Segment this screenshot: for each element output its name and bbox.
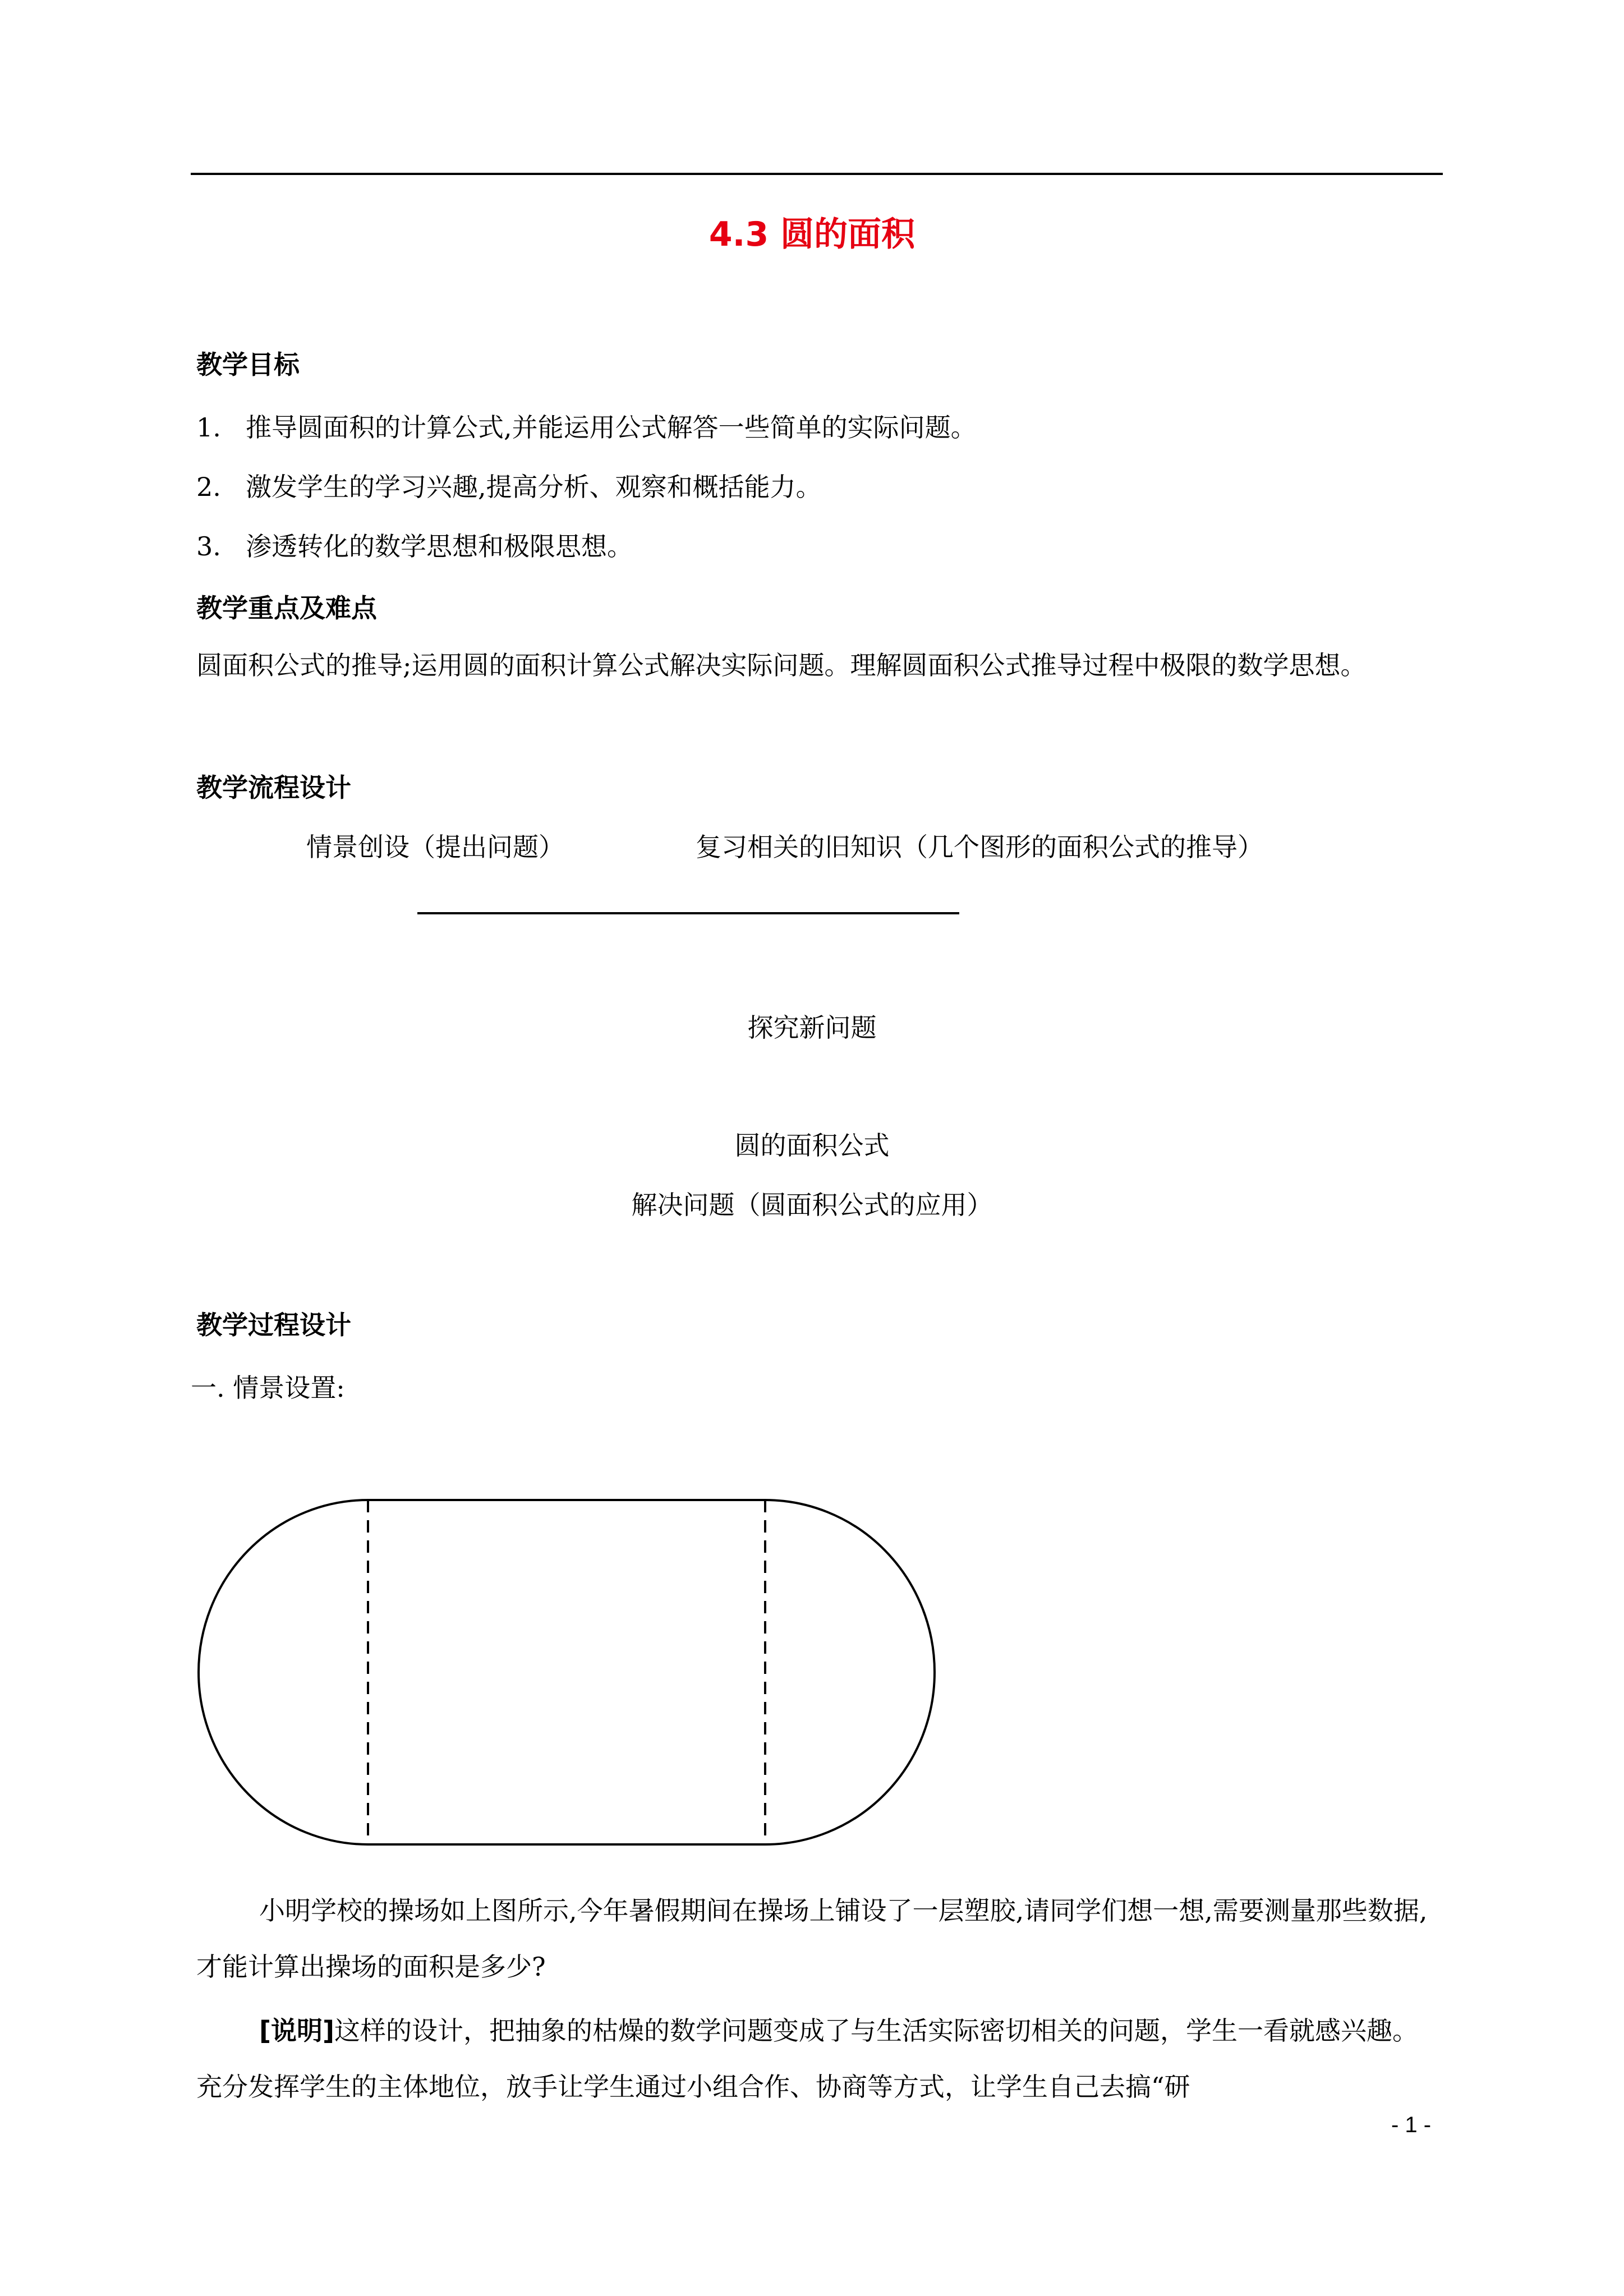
objective-item-2 — [196, 469, 822, 505]
note-text: 这样的设计，把抽象的枯燥的数学问题变成了与生活实际密切相关的问题，学生一看就感兴趣。充分发挥学生的主体地位，放手让学生通过小组合作、协商等方式，让学生自己去搞“研 — [196, 2016, 1419, 2102]
header-rule — [191, 173, 1443, 175]
objective-text: 渗透转化的数学思想和极限思想。 — [246, 531, 633, 562]
objective-text: 推导圆面积的计算公式,并能运用公式解答一些简单的实际问题。 — [246, 412, 977, 443]
objective-text: 激发学生的学习兴趣,提高分析、观察和概括能力。 — [246, 472, 822, 502]
flow-step-review: 复习相关的旧知识（几个图形的面积公式的推导） — [696, 832, 1263, 862]
playground-figure — [191, 1492, 942, 1851]
playground-outline — [199, 1500, 935, 1844]
objective-number: 1. — [196, 412, 221, 443]
explanation-paragraph — [196, 2003, 1442, 2115]
flow-step-formula: 圆的面积公式 — [734, 1130, 890, 1161]
flow-step-scenario: 情景创设（提出问题） — [306, 832, 564, 862]
objective-number: 2. — [196, 472, 221, 502]
note-label: [说明] — [259, 2016, 335, 2046]
objective-item-1 — [196, 409, 977, 445]
page-title: 4.3 圆的面积 — [709, 215, 915, 254]
problem-text: 小明学校的操场如上图所示,今年暑假期间在操场上铺设了一层塑胶,请同学们想一想,需要测量那些数据,才能计算出操场的面积是多少? — [196, 1895, 1428, 1982]
flow-step-explore: 探究新问题 — [747, 1013, 877, 1043]
objectives-heading: 教学目标 — [196, 349, 300, 380]
flow-divider — [417, 912, 959, 914]
key-points-heading: 教学重点及难点 — [196, 593, 377, 623]
key-points-text: 圆面积公式的推导;运用圆的面积计算公式解决实际问题。理解圆面积公式推导过程中极限的数学思想。 — [196, 650, 1367, 680]
process-subheading: 一. 情景设置: — [191, 1373, 345, 1403]
process-heading: 教学过程设计 — [196, 1310, 351, 1340]
flow-step-solve: 解决问题（圆面积公式的应用） — [631, 1190, 993, 1220]
page-number: - 1 - — [1391, 2113, 1432, 2137]
flow-heading: 教学流程设计 — [196, 772, 351, 803]
objective-number: 3. — [196, 531, 221, 562]
objective-item-3 — [196, 528, 633, 564]
